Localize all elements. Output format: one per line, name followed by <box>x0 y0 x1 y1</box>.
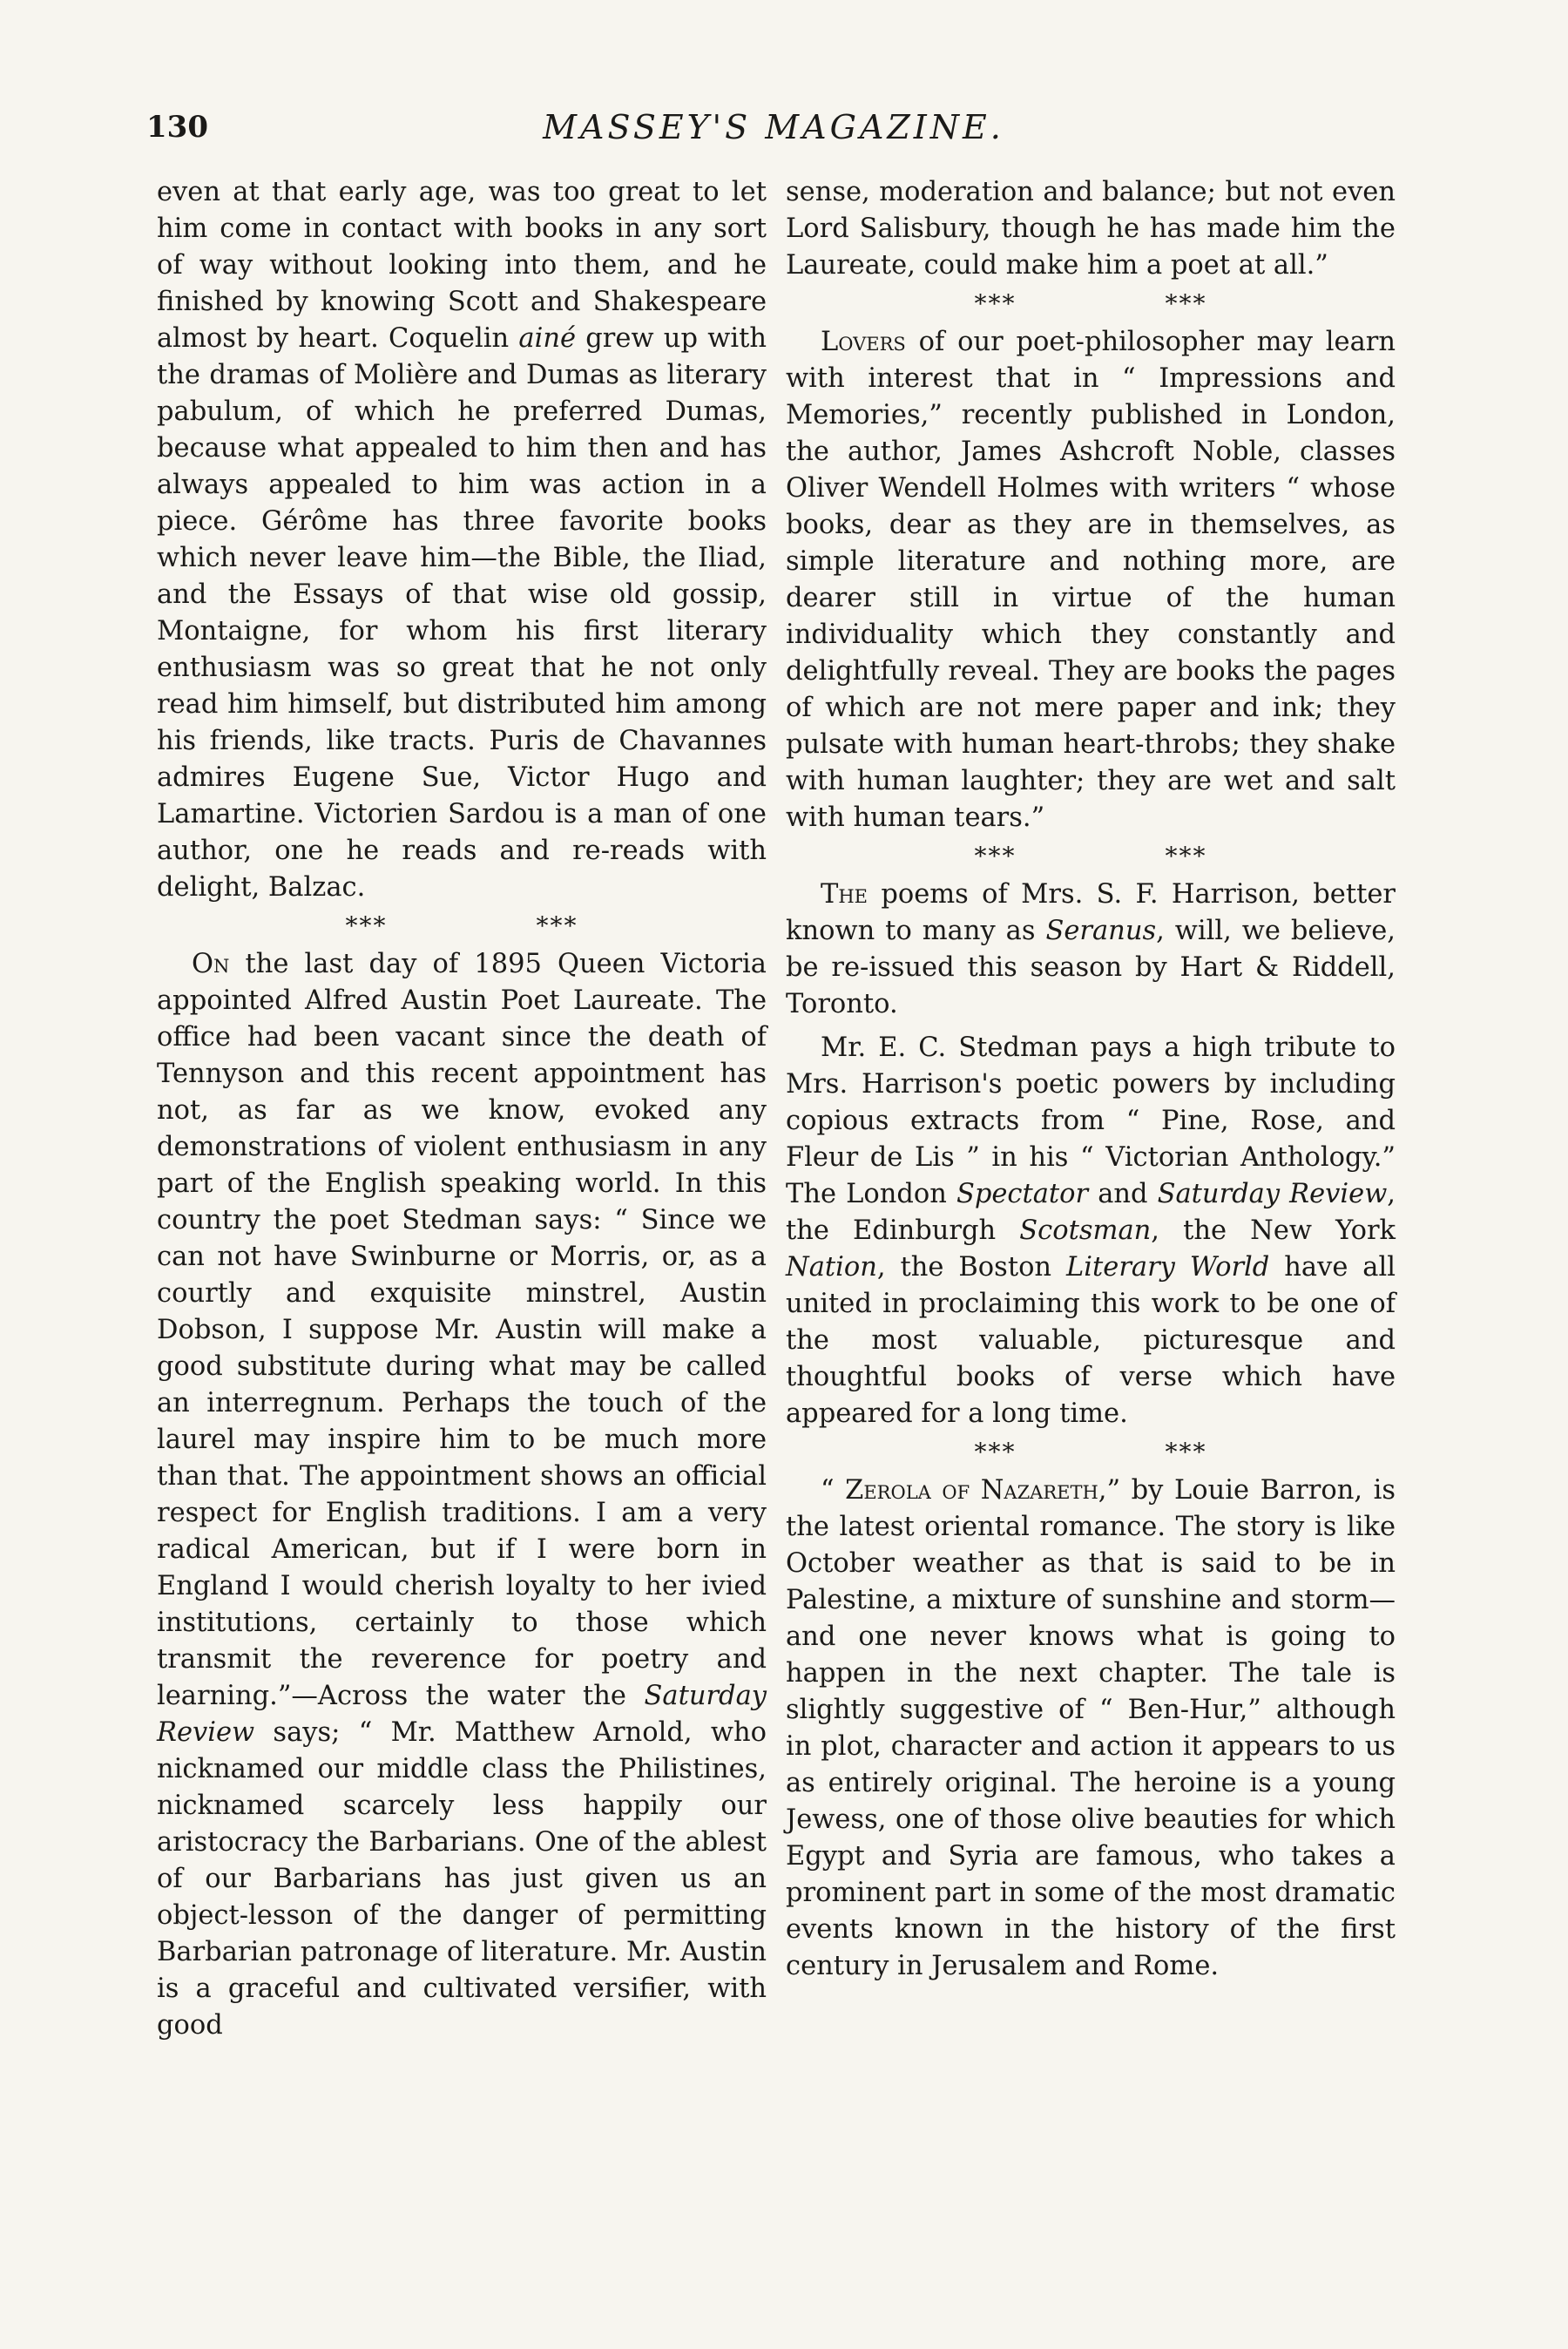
page-number: 130 <box>146 110 208 145</box>
lead-word: Lovers <box>821 327 906 357</box>
running-title: MASSEY'S MAGAZINE. <box>543 108 1004 146</box>
text: , will, we believe, be re-issued this season by Hart & Riddell, Toronto. <box>786 916 1396 1019</box>
text: and <box>1088 1179 1158 1209</box>
right-column <box>786 174 1396 1985</box>
italic-text: ainé <box>518 323 577 354</box>
section-divider: *** *** <box>974 1438 1207 1466</box>
italic-text: Saturday Review <box>1157 1179 1388 1209</box>
text: poems of Mrs. S. F. Harrison, better known to many as <box>786 879 1396 946</box>
text: of our poet-philosopher may learn with interest that in “ Impressions and Memories,” recently published in London, the author, James Ashcroft Noble, classes Oliver Wendell Holmes with writers “ whose books, dear as they are in themselves, as simple literature and nothing more, are dearer still in virtue of the human individuality which they constantly and delightfully reveal. They are books the pages of which are not mere paper and ink; they pulsate with human heart-throbs; they shake with human laughter; they are wet and salt with human tears.” <box>786 327 1396 833</box>
paragraph <box>786 1472 1396 1985</box>
paragraph <box>786 877 1396 1023</box>
text: by Louie Barron, is the latest oriental romance. The story is like October weather as that is said to be in Palestine, a mixture of sunshine and storm—and one never knows what is going to happen in the next chapter. The tale is slightly suggestive of “ Ben-Hur,” although in plot, character and action it appears to us as entirely original. The heroine is a young Jewess, one of those olive beauties for which Egypt and Syria are famous, who takes a prominent part in some of the most dramatic events known in the history of the first century in Jerusalem and Rome. <box>786 1475 1396 1981</box>
paragraph <box>157 946 767 2044</box>
italic-text: Literary World <box>1066 1252 1270 1283</box>
italic-text: Seranus <box>1045 916 1157 946</box>
text: says; “ Mr. Matthew Arnold, who nicknamed our middle class the Philistines, nicknamed scarcely less happily our aristocracy the Barbarians. One of the ablest of our Barbarians has just given us an object-lesson of the danger of permitting Barbarian patronage of literature. Mr. Austin is a graceful and cultivated versifier, with good <box>157 1717 767 2041</box>
lead-word: On <box>192 949 230 979</box>
section-divider: *** *** <box>974 842 1207 870</box>
italic-text: Scotsman <box>1019 1215 1152 1246</box>
text: have all united in proclaiming this work to be one of the most valuable, picturesque and thoughtful books of verse which have appeared for a long time. <box>786 1252 1396 1429</box>
page-header <box>146 105 1401 166</box>
lead-word: “ Zerola of Nazareth,” <box>821 1475 1121 1506</box>
text: , the New York <box>1151 1215 1396 1246</box>
text: Mr. E. C. Stedman pays a high tribute to Mrs. Harrison's poetic powers by including copious extracts from “ Pine, Rose, and Fleur de Lis ” in his “ Victorian Anthology.” The London <box>786 1032 1396 1209</box>
paragraph <box>786 1030 1396 1432</box>
text: , the Edinburgh <box>786 1179 1396 1246</box>
paragraph <box>786 324 1396 836</box>
paragraph: sense, moderation and balance; but not even Lord Salisbury, though he has made him the Laureate, could make him a poet at all.” <box>786 177 1396 281</box>
text: , the Boston <box>876 1252 1067 1283</box>
lead-word: The <box>821 879 868 910</box>
left-column <box>157 174 767 2044</box>
text: grew up with the dramas of Molière and Dumas as literary pabulum, of which he preferred Dumas, because what appealed to him then and has always appealed to him was action in a piece. Gérôme has three favorite books which never leave him—the Bible, the Iliad, and the Essays of that wise old gossip, Montaigne, for whom his first literary enthusiasm was so great that he not only read him himself, but distributed him among his friends, like tracts. Puris de Chavannes admires Eugene Sue, Victor Hugo and Lamartine. Victorien Sardou is a man of one author, one he reads and re-reads with delight, Balzac. <box>157 323 767 903</box>
paragraph <box>157 174 767 906</box>
italic-text: Nation <box>786 1252 877 1283</box>
text: even at that early age, was too great to let him come in contact with books in any sort of way without looking into them, and he finished by knowing Scott and Shakespeare almost by heart. Coquelin <box>157 177 767 354</box>
italic-text: Spectator <box>956 1179 1089 1209</box>
section-divider: *** *** <box>345 911 578 940</box>
text: the last day of 1895 Queen Victoria appointed Alfred Austin Poet Laureate. The office had been vacant since the death of Tennyson and this recent appointment has not, as far as we know, evoked any demonstrations of violent enthusiasm in any part of the English speaking world. In this country the poet Stedman says: “ Since we can not have Swinburne or Morris, or, as a courtly and exquisite minstrel, Austin Dobson, I suppose Mr. Austin will make a good substitute during what may be called an interregnum. Perhaps the touch of the laurel may inspire him to be much more than that. The appointment shows an official respect for English traditions. I am a very radical American, but if I were born in England I would cherish loyalty to her ivied institutions, certainly to those which transmit the reverence for poetry and learning.”—Across the water the <box>157 949 767 1711</box>
italic-text: Saturday Review <box>157 1681 767 1748</box>
section-divider: *** *** <box>974 289 1207 318</box>
